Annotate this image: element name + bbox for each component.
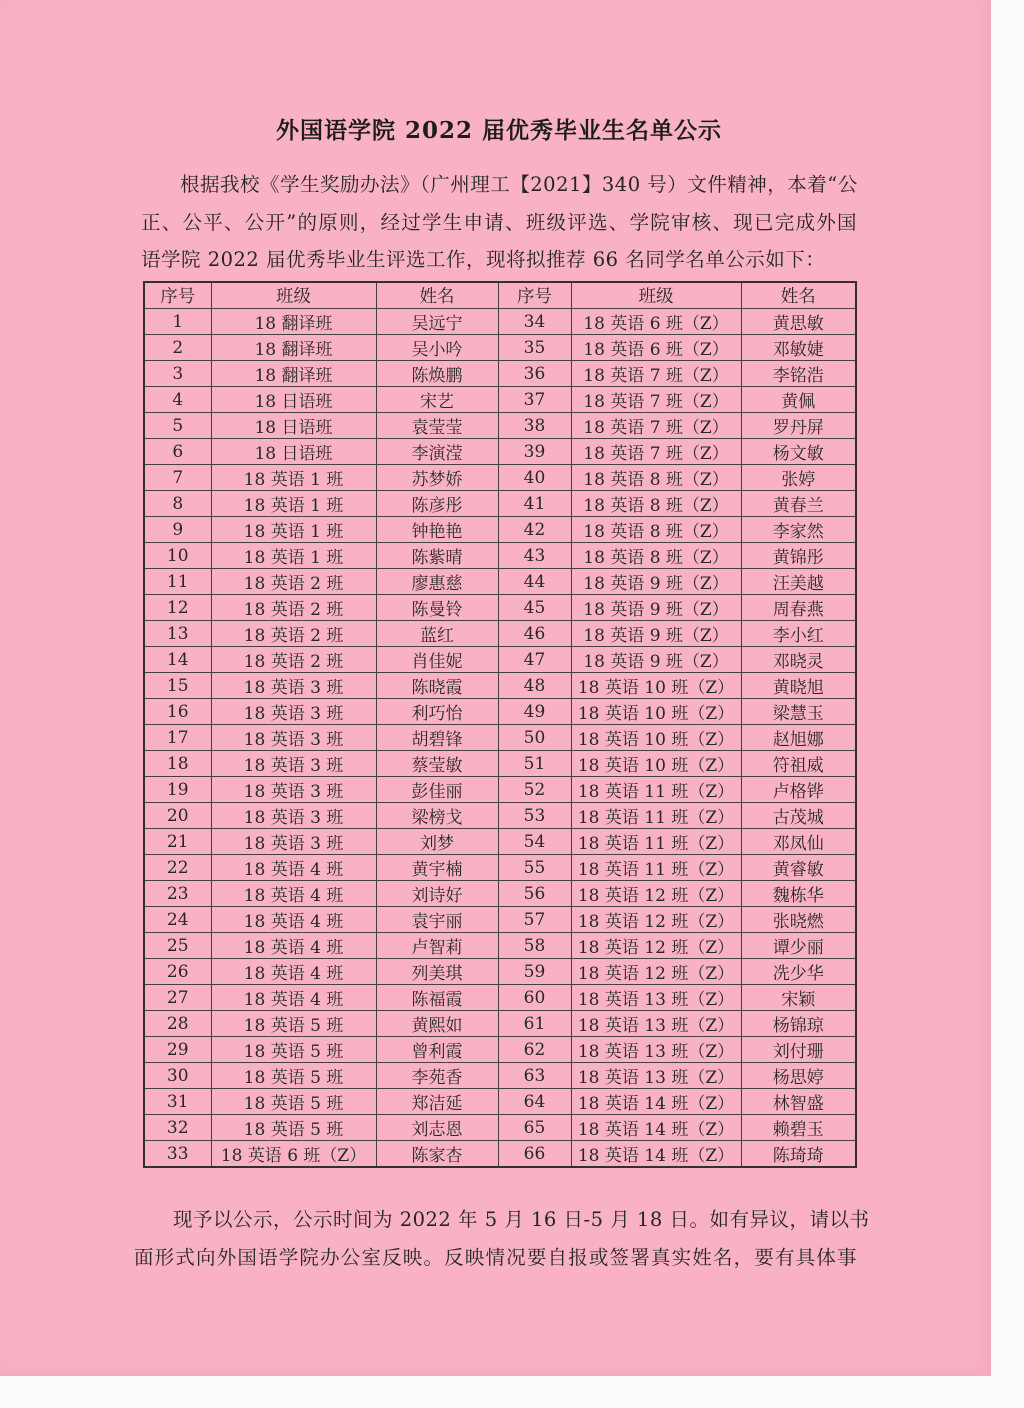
cell-class-right: 18 英语 10 班（Z）: [571, 699, 741, 725]
table-row: [144, 1115, 856, 1141]
cell-class-left: 18 英语 3 班: [211, 725, 376, 751]
cell-seq-left: 33: [144, 1141, 211, 1168]
cell-class-left: 18 英语 5 班: [211, 1089, 376, 1115]
cell-class-right: 18 英语 6 班（Z）: [571, 335, 741, 361]
cell-seq-left: 5: [144, 413, 211, 439]
cell-name-left: 宋艺: [376, 387, 498, 413]
cell-seq-left: 15: [144, 673, 211, 699]
cell-class-left: 18 翻译班: [211, 335, 376, 361]
cell-name-left: 肖佳妮: [376, 647, 498, 673]
cell-class-left: 18 英语 3 班: [211, 751, 376, 777]
cell-name-right: 李小红: [741, 621, 856, 647]
cell-name-left: 黄宇楠: [376, 855, 498, 881]
cell-seq-right: 65: [498, 1115, 571, 1141]
cell-name-left: 袁莹莹: [376, 413, 498, 439]
cell-name-right: 李家然: [741, 517, 856, 543]
cell-name-left: 刘志恩: [376, 1115, 498, 1141]
table-row: [144, 387, 856, 413]
cell-name-left: 陈彦彤: [376, 491, 498, 517]
cell-class-right: 18 英语 9 班（Z）: [571, 595, 741, 621]
cell-seq-right: 64: [498, 1089, 571, 1115]
cell-class-right: 18 英语 8 班（Z）: [571, 517, 741, 543]
cell-seq-left: 30: [144, 1063, 211, 1089]
cell-name-left: 列美琪: [376, 959, 498, 985]
cell-class-right: 18 英语 12 班（Z）: [571, 881, 741, 907]
cell-seq-right: 42: [498, 517, 571, 543]
cell-seq-right: 55: [498, 855, 571, 881]
cell-class-left: 18 英语 1 班: [211, 543, 376, 569]
cell-class-left: 18 英语 2 班: [211, 621, 376, 647]
cell-class-left: 18 英语 3 班: [211, 803, 376, 829]
cell-seq-left: 17: [144, 725, 211, 751]
cell-class-right: 18 英语 13 班（Z）: [571, 985, 741, 1011]
cell-name-left: 刘梦: [376, 829, 498, 855]
cell-seq-left: 6: [144, 439, 211, 465]
cell-name-left: 廖惠慈: [376, 569, 498, 595]
table-row: [144, 1063, 856, 1089]
cell-seq-right: 60: [498, 985, 571, 1011]
cell-class-left: 18 英语 4 班: [211, 985, 376, 1011]
cell-name-right: 魏栋华: [741, 881, 856, 907]
cell-seq-left: 32: [144, 1115, 211, 1141]
cell-seq-left: 8: [144, 491, 211, 517]
cell-seq-right: 45: [498, 595, 571, 621]
header-class-right: 班级: [571, 282, 741, 309]
cell-class-left: 18 英语 2 班: [211, 595, 376, 621]
cell-class-left: 18 日语班: [211, 387, 376, 413]
cell-class-right: 18 英语 8 班（Z）: [571, 491, 741, 517]
cell-name-right: 杨文敏: [741, 439, 856, 465]
cell-class-right: 18 英语 11 班（Z）: [571, 777, 741, 803]
cell-name-left: 陈福霞: [376, 985, 498, 1011]
cell-seq-left: 19: [144, 777, 211, 803]
table-row: [144, 933, 856, 959]
cell-name-right: 杨锦琼: [741, 1011, 856, 1037]
cell-name-left: 陈晓霞: [376, 673, 498, 699]
cell-class-right: 18 英语 14 班（Z）: [571, 1115, 741, 1141]
table-row: [144, 1141, 856, 1168]
cell-seq-left: 25: [144, 933, 211, 959]
cell-name-right: 黄晓旭: [741, 673, 856, 699]
table-row: [144, 751, 856, 777]
cell-seq-right: 52: [498, 777, 571, 803]
cell-seq-right: 51: [498, 751, 571, 777]
cell-seq-right: 57: [498, 907, 571, 933]
cell-name-left: 吴远宁: [376, 309, 498, 335]
cell-class-left: 18 英语 4 班: [211, 855, 376, 881]
cell-seq-left: 10: [144, 543, 211, 569]
table-row: [144, 803, 856, 829]
cell-class-right: 18 英语 10 班（Z）: [571, 751, 741, 777]
cell-seq-left: 14: [144, 647, 211, 673]
cell-class-left: 18 英语 3 班: [211, 699, 376, 725]
header-name-left: 姓名: [376, 282, 498, 309]
cell-seq-left: 23: [144, 881, 211, 907]
cell-seq-right: 46: [498, 621, 571, 647]
cell-seq-right: 37: [498, 387, 571, 413]
cell-name-right: 黄锦彤: [741, 543, 856, 569]
cell-seq-left: 3: [144, 361, 211, 387]
cell-name-left: 卢智莉: [376, 933, 498, 959]
cell-name-right: 古茂城: [741, 803, 856, 829]
table-row: [144, 439, 856, 465]
cell-seq-right: 48: [498, 673, 571, 699]
cell-class-right: 18 英语 12 班（Z）: [571, 959, 741, 985]
cell-class-left: 18 英语 2 班: [211, 647, 376, 673]
table-row: [144, 855, 856, 881]
intro-line-1: 根据我校《学生奖励办法》（广州理工【2021】340 号）文件精神，本着“公: [180, 173, 858, 196]
cell-class-right: 18 英语 10 班（Z）: [571, 725, 741, 751]
table-row: [144, 309, 856, 335]
header-seq-right: 序号: [498, 282, 571, 309]
cell-name-right: 黄睿敏: [741, 855, 856, 881]
cell-name-left: 陈紫晴: [376, 543, 498, 569]
table-row: [144, 621, 856, 647]
cell-seq-right: 35: [498, 335, 571, 361]
cell-name-right: 邓凤仙: [741, 829, 856, 855]
cell-class-right: 18 英语 13 班（Z）: [571, 1037, 741, 1063]
cell-class-left: 18 英语 5 班: [211, 1011, 376, 1037]
cell-seq-left: 2: [144, 335, 211, 361]
cell-class-left: 18 英语 6 班（Z）: [211, 1141, 376, 1168]
cell-class-left: 18 英语 5 班: [211, 1115, 376, 1141]
table-row: [144, 647, 856, 673]
cell-name-right: 黄春兰: [741, 491, 856, 517]
cell-seq-right: 66: [498, 1141, 571, 1168]
cell-seq-right: 49: [498, 699, 571, 725]
table-row: [144, 1089, 856, 1115]
cell-name-right: 陈琦琦: [741, 1141, 856, 1168]
cell-class-right: 18 英语 12 班（Z）: [571, 907, 741, 933]
cell-name-left: 彭佳丽: [376, 777, 498, 803]
cell-name-right: 邓敏婕: [741, 335, 856, 361]
cell-name-right: 卢格铧: [741, 777, 856, 803]
cell-class-right: 18 英语 9 班（Z）: [571, 621, 741, 647]
page-title: 外国语学院 2022 届优秀毕业生名单公示: [275, 117, 723, 144]
cell-class-right: 18 英语 14 班（Z）: [571, 1141, 741, 1168]
graduates-table: [143, 281, 857, 1168]
cell-name-right: 符祖威: [741, 751, 856, 777]
cell-seq-left: 12: [144, 595, 211, 621]
cell-class-right: 18 英语 9 班（Z）: [571, 647, 741, 673]
table-row: [144, 543, 856, 569]
table-row: [144, 569, 856, 595]
cell-seq-right: 47: [498, 647, 571, 673]
table-row: [144, 335, 856, 361]
table-row: [144, 517, 856, 543]
cell-seq-left: 21: [144, 829, 211, 855]
cell-class-right: 18 英语 11 班（Z）: [571, 829, 741, 855]
table-row: [144, 829, 856, 855]
table-row: [144, 699, 856, 725]
cell-class-left: 18 英语 1 班: [211, 517, 376, 543]
cell-name-left: 梁榜戈: [376, 803, 498, 829]
cell-seq-right: 44: [498, 569, 571, 595]
table-row: [144, 595, 856, 621]
cell-seq-right: 53: [498, 803, 571, 829]
cell-class-right: 18 英语 6 班（Z）: [571, 309, 741, 335]
cell-name-right: 黄佩: [741, 387, 856, 413]
cell-class-right: 18 英语 13 班（Z）: [571, 1011, 741, 1037]
cell-seq-left: 16: [144, 699, 211, 725]
cell-class-right: 18 英语 7 班（Z）: [571, 387, 741, 413]
table-row: [144, 673, 856, 699]
cell-class-right: 18 英语 12 班（Z）: [571, 933, 741, 959]
cell-seq-right: 34: [498, 309, 571, 335]
table-row: [144, 881, 856, 907]
cell-class-left: 18 英语 5 班: [211, 1037, 376, 1063]
cell-class-left: 18 日语班: [211, 413, 376, 439]
cell-class-left: 18 英语 3 班: [211, 777, 376, 803]
table-row: [144, 491, 856, 517]
cell-seq-left: 28: [144, 1011, 211, 1037]
cell-seq-left: 4: [144, 387, 211, 413]
cell-seq-left: 18: [144, 751, 211, 777]
cell-name-left: 蔡莹敏: [376, 751, 498, 777]
cell-name-left: 陈焕鹏: [376, 361, 498, 387]
cell-seq-left: 20: [144, 803, 211, 829]
cell-name-left: 黄熙如: [376, 1011, 498, 1037]
cell-class-left: 18 英语 3 班: [211, 829, 376, 855]
cell-seq-left: 24: [144, 907, 211, 933]
table-row: [144, 1011, 856, 1037]
cell-name-left: 郑洁延: [376, 1089, 498, 1115]
table-header-row: [144, 282, 856, 309]
cell-seq-right: 50: [498, 725, 571, 751]
table-row: [144, 413, 856, 439]
intro-paragraph: [141, 166, 857, 279]
cell-class-left: 18 英语 5 班: [211, 1063, 376, 1089]
table-row: [144, 465, 856, 491]
intro-line-3: 语学院 2022 届优秀毕业生评选工作，现将拟推荐 66 名同学名单公示如下：: [141, 248, 826, 272]
header-seq-left: 序号: [144, 282, 211, 309]
cell-class-left: 18 英语 4 班: [211, 907, 376, 933]
cell-seq-left: 13: [144, 621, 211, 647]
cell-seq-right: 43: [498, 543, 571, 569]
cell-name-right: 邓晓灵: [741, 647, 856, 673]
cell-seq-left: 27: [144, 985, 211, 1011]
table-row: [144, 1037, 856, 1063]
cell-seq-left: 29: [144, 1037, 211, 1063]
cell-class-left: 18 英语 4 班: [211, 959, 376, 985]
cell-seq-right: 36: [498, 361, 571, 387]
cell-class-right: 18 英语 10 班（Z）: [571, 673, 741, 699]
cell-class-left: 18 英语 4 班: [211, 933, 376, 959]
cell-name-left: 袁宇丽: [376, 907, 498, 933]
cell-name-left: 利巧怡: [376, 699, 498, 725]
cell-seq-left: 26: [144, 959, 211, 985]
cell-name-left: 陈曼铃: [376, 595, 498, 621]
cell-seq-right: 56: [498, 881, 571, 907]
cell-name-left: 蓝红: [376, 621, 498, 647]
cell-name-right: 罗丹屏: [741, 413, 856, 439]
cell-class-right: 18 英语 11 班（Z）: [571, 855, 741, 881]
header-name-right: 姓名: [741, 282, 856, 309]
cell-name-left: 吴小吟: [376, 335, 498, 361]
cell-seq-left: 11: [144, 569, 211, 595]
cell-seq-left: 9: [144, 517, 211, 543]
cell-class-right: 18 英语 8 班（Z）: [571, 543, 741, 569]
header-class-left: 班级: [211, 282, 376, 309]
closing-line-1: 现予以公示，公示时间为 2022 年 5 月 16 日-5 月 18 日。如有异议，请以书: [173, 1208, 870, 1231]
cell-name-right: 谭少丽: [741, 933, 856, 959]
cell-class-right: 18 英语 7 班（Z）: [571, 413, 741, 439]
closing-line-2: 面形式向外国语学院办公室反映。反映情况要自报或签署真实姓名，要有具体事: [134, 1245, 857, 1269]
cell-name-left: 刘诗好: [376, 881, 498, 907]
cell-class-left: 18 翻译班: [211, 361, 376, 387]
cell-class-left: 18 英语 4 班: [211, 881, 376, 907]
cell-seq-left: 7: [144, 465, 211, 491]
cell-seq-left: 31: [144, 1089, 211, 1115]
cell-class-right: 18 英语 11 班（Z）: [571, 803, 741, 829]
cell-seq-right: 38: [498, 413, 571, 439]
cell-seq-left: 22: [144, 855, 211, 881]
intro-line-2: 正、公平、公开”的原则，经过学生申请、班级评选、学院审核、现已完成外国: [141, 210, 857, 234]
cell-name-right: 张婷: [741, 465, 856, 491]
cell-name-right: 宋颖: [741, 985, 856, 1011]
table-row: [144, 777, 856, 803]
cell-name-right: 赖碧玉: [741, 1115, 856, 1141]
table-body: [144, 309, 856, 1168]
cell-name-left: 苏梦娇: [376, 465, 498, 491]
cell-name-left: 钟艳艳: [376, 517, 498, 543]
cell-class-left: 18 英语 1 班: [211, 465, 376, 491]
cell-name-right: 梁慧玉: [741, 699, 856, 725]
table-row: [144, 985, 856, 1011]
cell-seq-right: 58: [498, 933, 571, 959]
table-row: [144, 725, 856, 751]
table-row: [144, 959, 856, 985]
cell-class-left: 18 日语班: [211, 439, 376, 465]
cell-seq-right: 54: [498, 829, 571, 855]
closing-paragraph: [134, 1201, 870, 1276]
cell-class-right: 18 英语 7 班（Z）: [571, 439, 741, 465]
table-row: [144, 907, 856, 933]
cell-name-right: 赵旭娜: [741, 725, 856, 751]
cell-name-left: 李演滢: [376, 439, 498, 465]
cell-class-right: 18 英语 14 班（Z）: [571, 1089, 741, 1115]
cell-seq-right: 63: [498, 1063, 571, 1089]
cell-name-right: 冼少华: [741, 959, 856, 985]
cell-class-left: 18 英语 3 班: [211, 673, 376, 699]
table-row: [144, 361, 856, 387]
cell-name-right: 刘付珊: [741, 1037, 856, 1063]
cell-class-right: 18 英语 7 班（Z）: [571, 361, 741, 387]
cell-name-right: 周春燕: [741, 595, 856, 621]
cell-class-right: 18 英语 13 班（Z）: [571, 1063, 741, 1089]
cell-name-right: 汪美越: [741, 569, 856, 595]
cell-seq-left: 1: [144, 309, 211, 335]
cell-name-left: 李苑香: [376, 1063, 498, 1089]
cell-class-right: 18 英语 8 班（Z）: [571, 465, 741, 491]
cell-class-right: 18 英语 9 班（Z）: [571, 569, 741, 595]
cell-seq-right: 41: [498, 491, 571, 517]
cell-seq-right: 62: [498, 1037, 571, 1063]
cell-seq-right: 40: [498, 465, 571, 491]
cell-class-left: 18 英语 1 班: [211, 491, 376, 517]
cell-name-left: 陈家杏: [376, 1141, 498, 1168]
cell-name-right: 黄思敏: [741, 309, 856, 335]
cell-class-left: 18 英语 2 班: [211, 569, 376, 595]
cell-class-left: 18 翻译班: [211, 309, 376, 335]
cell-seq-right: 61: [498, 1011, 571, 1037]
cell-seq-right: 59: [498, 959, 571, 985]
cell-name-left: 曾利霞: [376, 1037, 498, 1063]
cell-name-right: 杨思婷: [741, 1063, 856, 1089]
cell-seq-right: 39: [498, 439, 571, 465]
cell-name-left: 胡碧锋: [376, 725, 498, 751]
cell-name-right: 张晓燃: [741, 907, 856, 933]
cell-name-right: 林智盛: [741, 1089, 856, 1115]
cell-name-right: 李铭浩: [741, 361, 856, 387]
